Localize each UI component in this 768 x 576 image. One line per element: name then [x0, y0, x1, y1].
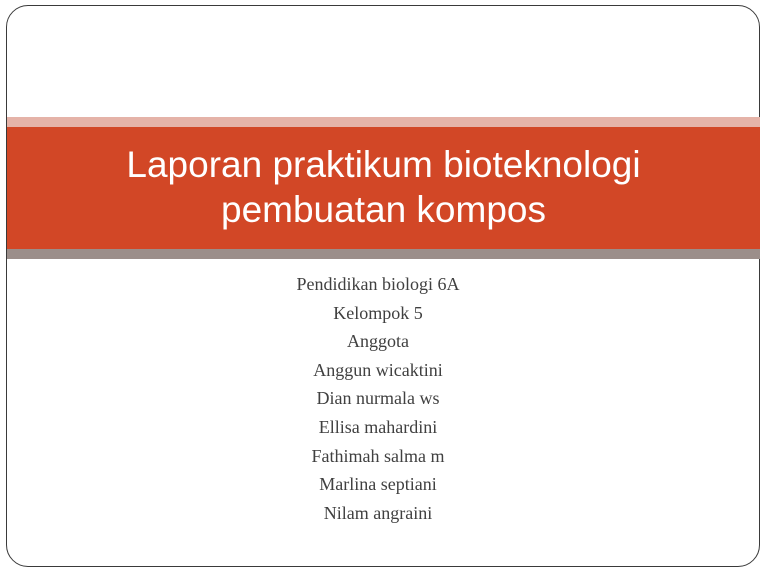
member-name: Fathimah salma m: [311, 445, 445, 466]
title-line-2: pembuatan kompos: [221, 189, 546, 230]
member-name: Nilam angraini: [323, 502, 433, 523]
member-name: Anggun wicaktini: [313, 359, 443, 380]
slide-title-text: [126, 142, 640, 234]
title-line-1: Laporan praktikum bioteknologi: [126, 144, 641, 185]
subtitle-class: Pendidikan biologi 6A: [296, 274, 460, 294]
member-name: Ellisa mahardini: [318, 416, 438, 437]
slide-title: [7, 127, 760, 249]
member-name: Dian nurmala ws: [316, 388, 440, 409]
member-name: Marlina septiani: [319, 474, 437, 495]
subtitle-block: [178, 270, 578, 527]
subtitle-group: Kelompok 5: [333, 302, 423, 323]
title-band-top-stripe: [7, 117, 760, 127]
title-band-bottom-stripe: [7, 249, 760, 259]
subtitle-members-heading: Anggota: [347, 331, 409, 352]
